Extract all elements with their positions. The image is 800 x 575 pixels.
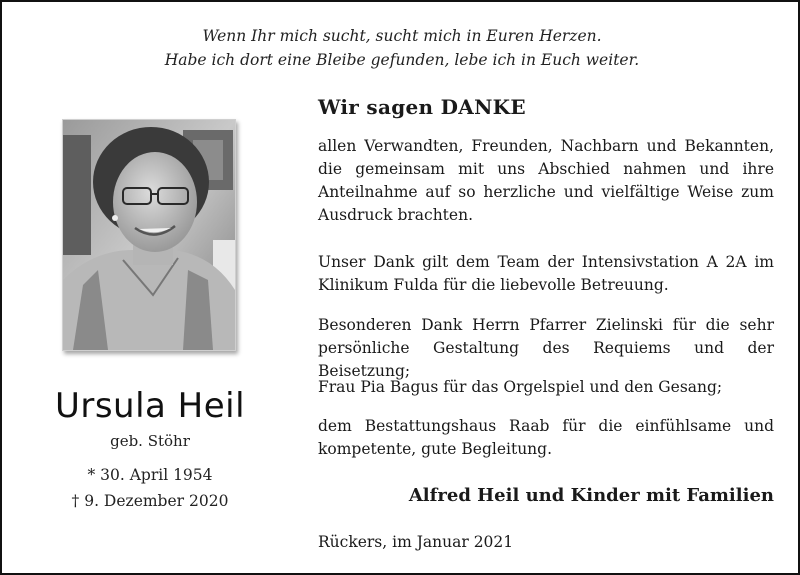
thanks-paragraph-3: Besonderen Dank Herrn Pfarrer Zielinski für die sehr persönliche Gestaltung des Requiems und der Beisetzung; bbox=[318, 316, 774, 380]
thanks-paragraph-1: allen Verwandten, Freunden, Nachbarn und Bekannten, die gemeinsam mit uns Abschied nahmen und ihre Anteilnahme auf so herzliche und vielfältige Weise zum Ausdruck brachten. bbox=[318, 137, 774, 224]
motto-line-2: Habe ich dort eine Bleibe gefunden, lebe ich in Euch weiter. bbox=[164, 51, 640, 69]
birth-date: * 30. April 1954 bbox=[87, 466, 213, 484]
life-dates bbox=[2, 462, 298, 514]
motto bbox=[2, 24, 800, 72]
portrait-photo bbox=[62, 119, 236, 351]
motto-line-1: Wenn Ihr mich sucht, sucht mich in Euren Herzen. bbox=[202, 27, 602, 45]
thanks-heading: Wir sagen DANKE bbox=[318, 95, 526, 119]
deceased-name: Ursula Heil bbox=[54, 386, 246, 426]
thanks-paragraph-2: Unser Dank gilt dem Team der Intensivstation A 2A im Klinikum Fulda für die liebevolle Betreuung. bbox=[318, 253, 774, 294]
thanks-paragraph-4: Frau Pia Bagus für das Orgelspiel und den Gesang; bbox=[318, 378, 723, 396]
birth-name: geb. Stöhr bbox=[110, 432, 190, 450]
death-date: † 9. Dezember 2020 bbox=[71, 492, 229, 510]
place-date: Rückers, im Januar 2021 bbox=[318, 533, 514, 551]
portrait-image bbox=[63, 120, 235, 350]
thanks-paragraph-5: dem Bestattungshaus Raab für die einfühlsame und kompetente, gute Begleitung. bbox=[318, 417, 774, 458]
signature: Alfred Heil und Kinder mit Familien bbox=[408, 485, 774, 506]
